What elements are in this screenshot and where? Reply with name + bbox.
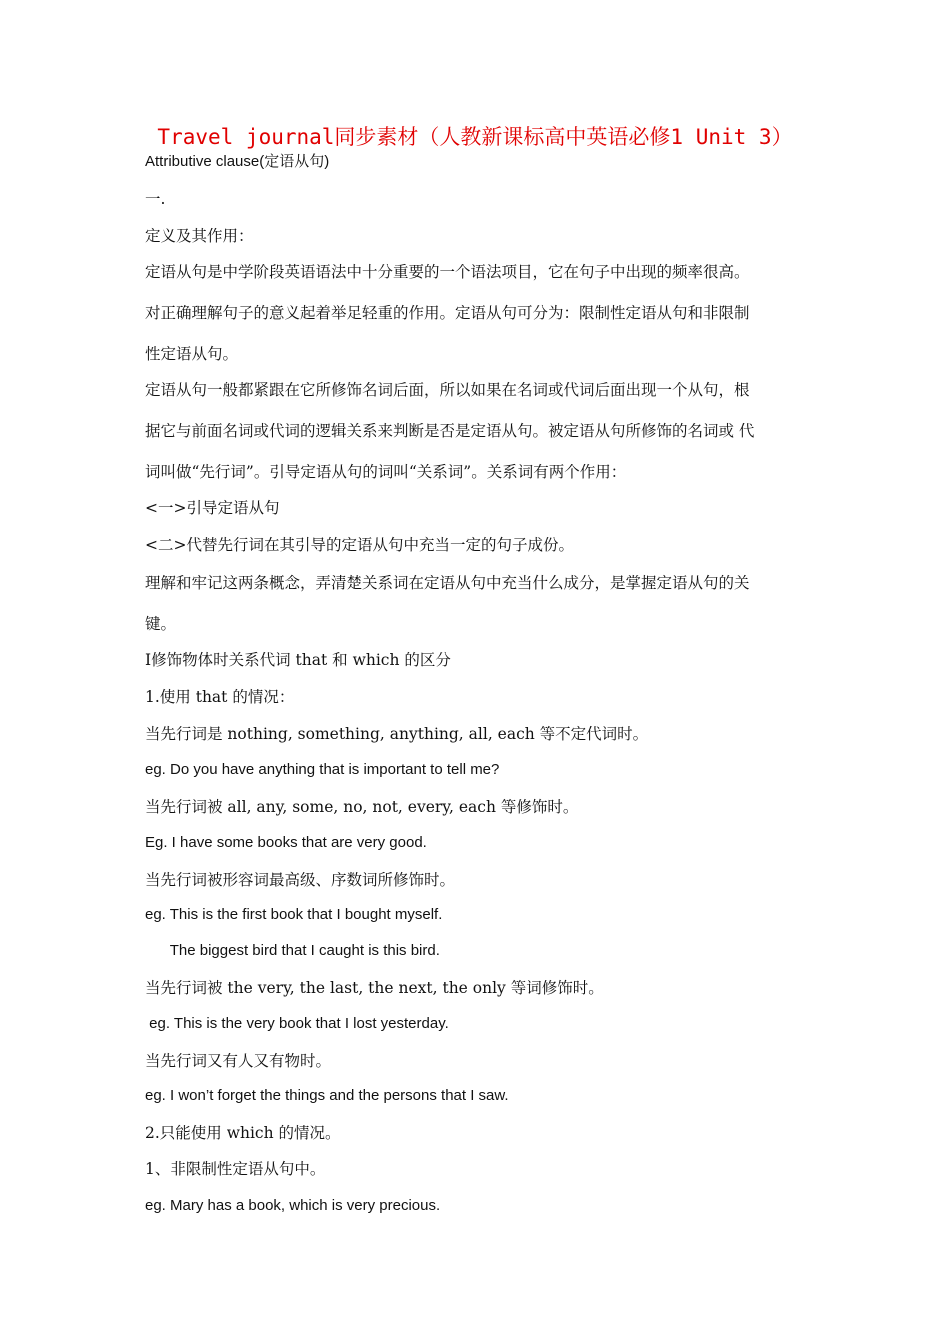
text-line: 当先行词是 nothing, something, anything, all, each 等不定代词时。	[145, 725, 649, 743]
text-line: 1.使用 that 的情况：	[145, 688, 295, 706]
text-line: 当先行词被形容词最高级、序数词所修饰时。	[145, 871, 456, 889]
text-line: I修饰物体时关系代词 that 和 which 的区分	[145, 651, 451, 669]
text-line: 定语从句一般都紧跟在它所修饰名词后面，所以如果在名词或代词后面出现一个从句，根	[145, 381, 750, 399]
text-line: eg. This is the very book that I lost yesterday.	[145, 1015, 449, 1032]
text-line: 一.	[145, 190, 166, 208]
text-line: The biggest bird that I caught is this bird.	[145, 942, 440, 959]
text-line: <二>代替先行词在其引导的定语从句中充当一定的句子成份。	[145, 536, 574, 554]
text-line: 定语从句是中学阶段英语语法中十分重要的一个语法项目，它在句子中出现的频率很高。	[145, 263, 750, 281]
text-line: 键。	[145, 615, 177, 633]
text-line: 性定语从句。	[145, 345, 239, 363]
text-line: eg. Mary has a book, which is very precious.	[145, 1197, 441, 1214]
text-line: 对正确理解句子的意义起着举足轻重的作用。定语从句可分为：限制性定语从句和非限制	[145, 304, 750, 322]
text-line: 当先行词又有人又有物时。	[145, 1052, 332, 1070]
text-line: 1、非限制性定语从句中。	[145, 1160, 326, 1178]
text-line: 定义及其作用：	[145, 227, 254, 245]
text-line: Attributive clause(定语从句)	[145, 153, 330, 170]
text-line: 当先行词被 the very, the last, the next, the only 等词修饰时。	[145, 979, 604, 997]
document-title: Travel journal同步素材（人教新课标高中英语必修1 Unit 3）	[157, 125, 793, 149]
text-line: eg. Do you have anything that is important to tell me?	[145, 761, 500, 778]
text-line: 理解和牢记这两条概念，弄清楚关系词在定语从句中充当什么成分，是掌握定语从句的关	[145, 574, 750, 592]
text-line: <一>引导定语从句	[145, 499, 280, 517]
text-line: 当先行词被 all, any, some, no, not, every, each 等修饰时。	[145, 798, 579, 816]
text-line: 2.只能使用 which 的情况。	[145, 1124, 341, 1142]
text-line: 词叫做“先行词”。引导定语从句的词叫“关系词”。关系词有两个作用：	[145, 463, 627, 481]
text-line: 据它与前面名词或代词的逻辑关系来判断是否是定语从句。被定语从句所修饰的名词或 代	[145, 422, 755, 440]
text-line: Eg. I have some books that are very good.	[145, 834, 427, 851]
text-line: eg. I won’t forget the things and the persons that I saw.	[145, 1087, 509, 1104]
text-line: eg. This is the first book that I bought myself.	[145, 906, 443, 923]
